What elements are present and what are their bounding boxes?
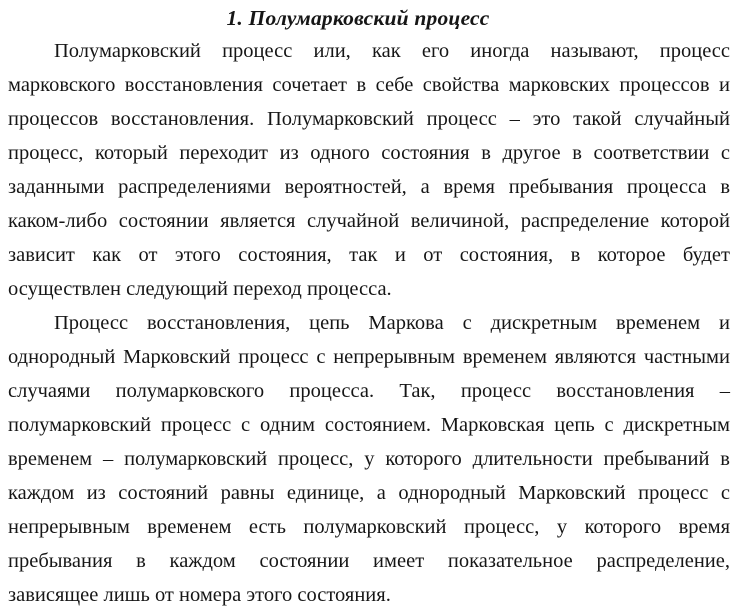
text-line: осуществлен следующий переход процесса. <box>8 278 392 300</box>
text-line: пребывания в каждом состоянии имеет показательное распределение, <box>8 550 730 572</box>
text-line: Процесс восстановления, цепь Маркова с дискретным временем и <box>54 312 730 334</box>
text-line: Полумарковский процесс или, как его иногда называют, процесс <box>54 40 730 62</box>
text-line: заданными распределениями вероятностей, а время пребывания процесса в <box>8 176 730 198</box>
text-line: каждом из состояний равны единице, а однородный Марковский процесс с <box>8 482 730 504</box>
text-line: процесс, который переходит из одного состояния в другое в соответствии с <box>8 142 730 164</box>
page-title: 1. Полумарковский процесс <box>226 6 490 30</box>
text-line: зависит как от этого состояния, так и от состояния, в которое будет <box>8 244 730 266</box>
text-line: марковского восстановления сочетает в себе свойства марковских процессов и <box>8 74 730 96</box>
text-line: непрерывным временем есть полумарковский процесс, у которого время <box>8 516 730 538</box>
text-line: полумарковский процесс с одним состоянием. Марковская цепь с дискретным <box>8 414 730 436</box>
body-text <box>8 34 730 612</box>
text-line: зависящее лишь от номера этого состояния. <box>8 584 391 606</box>
text-line: случаями полумарковского процесса. Так, процесс восстановления – <box>8 380 730 402</box>
text-line: процессов восстановления. Полумарковский процесс – это такой случайный <box>8 108 730 130</box>
text-line: однородный Марковский процесс с непрерывным временем являются частными <box>8 346 730 368</box>
text-line: каком-либо состоянии является случайной величиной, распределение которой <box>8 210 730 232</box>
text-line: временем – полумарковский процесс, у которого длительности пребываний в <box>8 448 730 470</box>
